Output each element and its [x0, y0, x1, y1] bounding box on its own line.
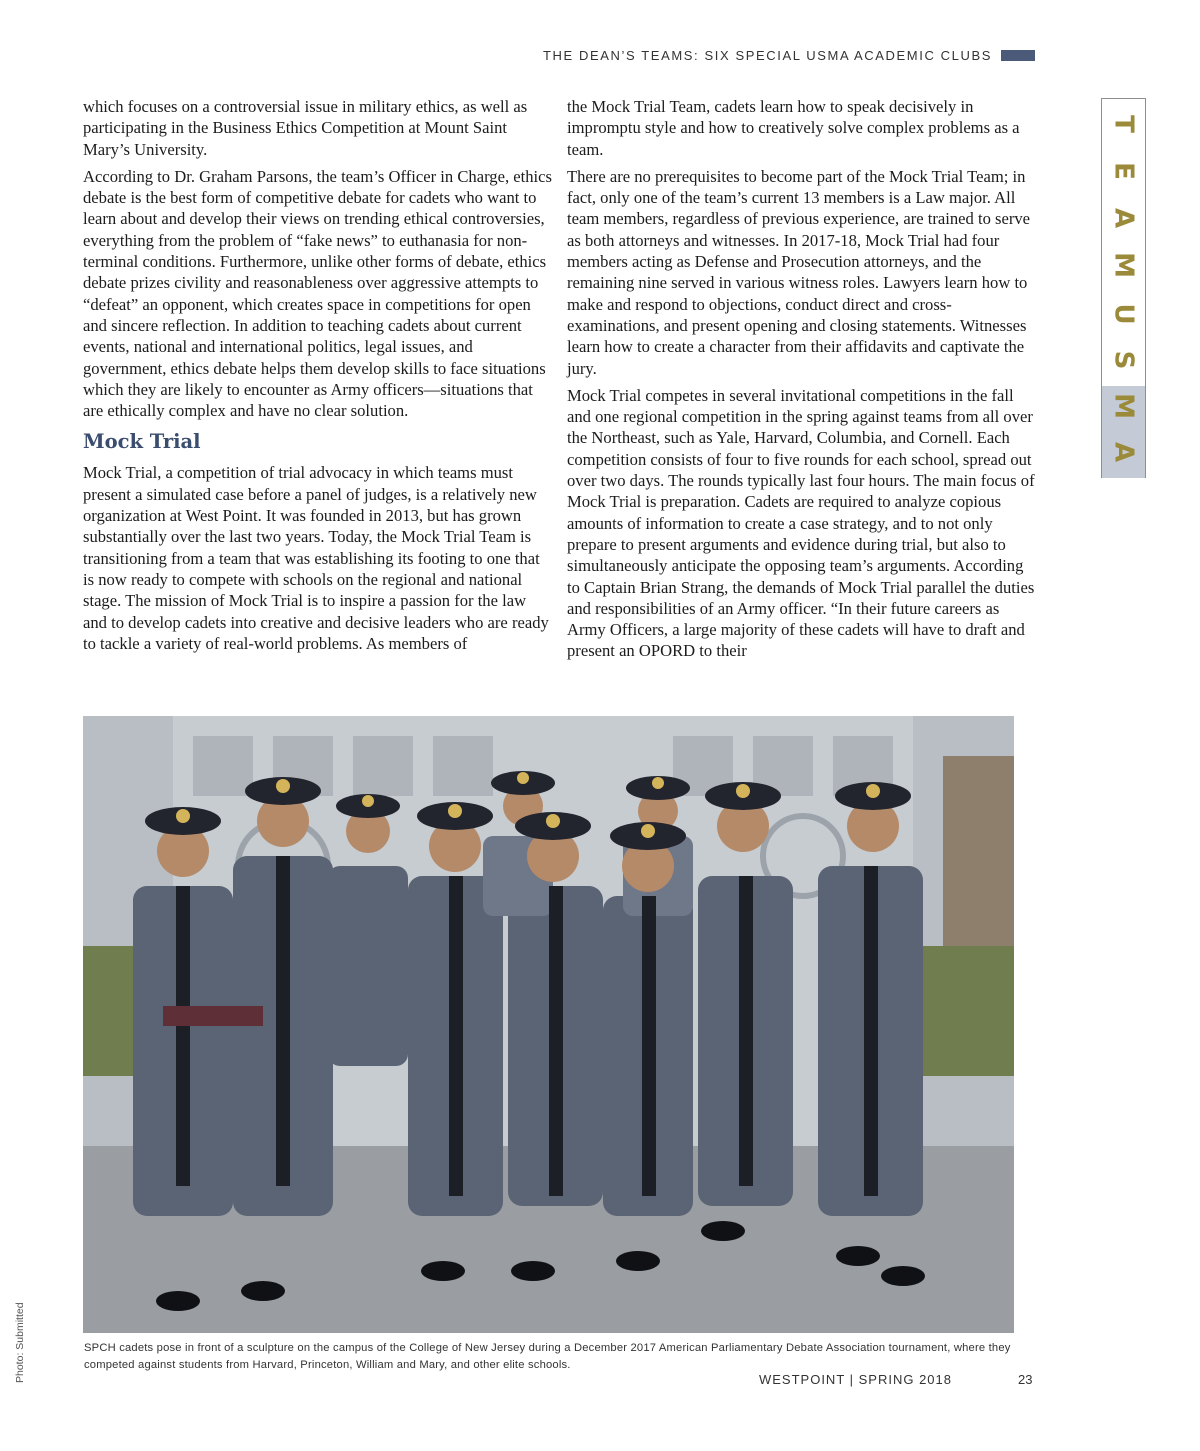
running-head	[543, 46, 1035, 64]
photo-credit: Photo: Submitted	[14, 1302, 26, 1383]
photo-caption-text: SPCH cadets pose in front of a sculpture on the campus of the College of New Jersey during a December 2017 American Parliamentary Debate Association tournament, where they competed against students from Harvard, Princeton, William and Mary, and other elite schools.	[84, 1342, 1011, 1371]
left-paragraph-3: Mock Trial, a competition of trial advocacy in which teams must present a simulated case before a panel of judges, is a relatively new organization at West Point. It was founded in 2013, but has grown substantially over the last two years. Today, the Mock Trial Team is transitioning from a team that was establishing its footing to one that is now ready to compete with schools on the regional and national stage. The mission of Mock Trial is to inspire a passion for the law and to develop cadets into creative and decisive leaders who are ready to tackle a variety of real-world problems. As members of	[83, 463, 549, 653]
right-column	[567, 96, 1037, 668]
side-tab-letter-m2: M	[1108, 393, 1139, 419]
right-paragraph-1: the Mock Trial Team, cadets learn how to speak decisively in impromptu style and how to creatively solve complex problems as a team.	[567, 97, 1020, 159]
side-tab-letter-u: U	[1108, 303, 1139, 325]
side-tab-letter-m: M	[1108, 252, 1139, 278]
team-photo	[83, 716, 1014, 1333]
running-head-text: THE DEAN’S TEAMS: SIX SPECIAL USMA ACADEMIC CLUBS	[543, 47, 992, 63]
side-tab-letter-t: T	[1108, 115, 1139, 133]
side-tab-letter-a: A	[1108, 207, 1139, 229]
page-number: 23	[1018, 1372, 1033, 1387]
side-tab-letter-a2: A	[1108, 441, 1139, 463]
section-heading-mock-trial: Mock Trial	[83, 430, 201, 454]
footer-publication: WESTPOINT | SPRING 2018	[758, 1372, 952, 1387]
team-usma-side-tab	[1101, 98, 1146, 478]
team-photo-illustration	[83, 716, 1014, 1333]
left-paragraph-1: which focuses on a controversial issue in military ethics, as well as participating in the Business Ethics Competition at Mount Saint Mary’s University.	[83, 97, 528, 159]
photo-caption	[84, 1340, 1024, 1374]
right-paragraph-3: Mock Trial competes in several invitational competitions in the fall and one regional competition in the spring against teams from all over the Northeast, such as Yale, Harvard, Columbia, and Cornell. Each competition consists of four to five rounds for each school, spread out over two days. The rounds typically last four hours. The main focus of Mock Trial is preparation. Cadets are required to analyze copious amounts of information to create a case strategy, and to not only prepare to present arguments and evidence during trial, but also to simultaneously anticipate the opposing team’s arguments. According to Captain Brian Strang, the demands of Mock Trial parallel the duties and responsibilities of an Army officer. “In their future careers as Army Officers, a large majority of these cadets will have to draft and present an OPORD to their	[567, 385, 1035, 661]
running-head-bar	[1001, 50, 1035, 61]
left-paragraph-2: According to Dr. Graham Parsons, the team’s Officer in Charge, ethics debate is the best form of competitive debate for cadets who want to learn about and develop their views on trending ethical controversies, everything from the problem of “fake news” to euthanasia for non-terminal conditions. Furthermore, unlike other forms of debate, ethics debate prizes civility and reasonableness over aggressive attempts to “defeat” an opponent, which creates space in competitions for open and sincere reflection. In addition to teaching cadets about current events, national and international politics, legal issues, and government, ethics debate helps them develop skills to face situations which they are likely to encounter as Army officers—situations that are ethically complex and have no clear solution.	[83, 166, 552, 421]
side-tab-letter-s: S	[1108, 350, 1139, 370]
left-column	[83, 96, 553, 660]
right-paragraph-2: There are no prerequisites to become part of the Mock Trial Team; in fact, only one of the team’s current 13 members is a Law major. All team members, regardless of previous experience, are trained to serve as both attorneys and witnesses. In 2017-18, Mock Trial had four members acting as Defense and Prosecution attorneys, and the remaining nine served in various witness roles. Lawyers learn how to make and respond to objections, conduct direct and cross-examinations, and present opening and closing statements. Witnesses learn how to create a character from their affidavits and captivate the jury.	[567, 166, 1031, 378]
side-tab-letter-e: E	[1108, 162, 1139, 180]
